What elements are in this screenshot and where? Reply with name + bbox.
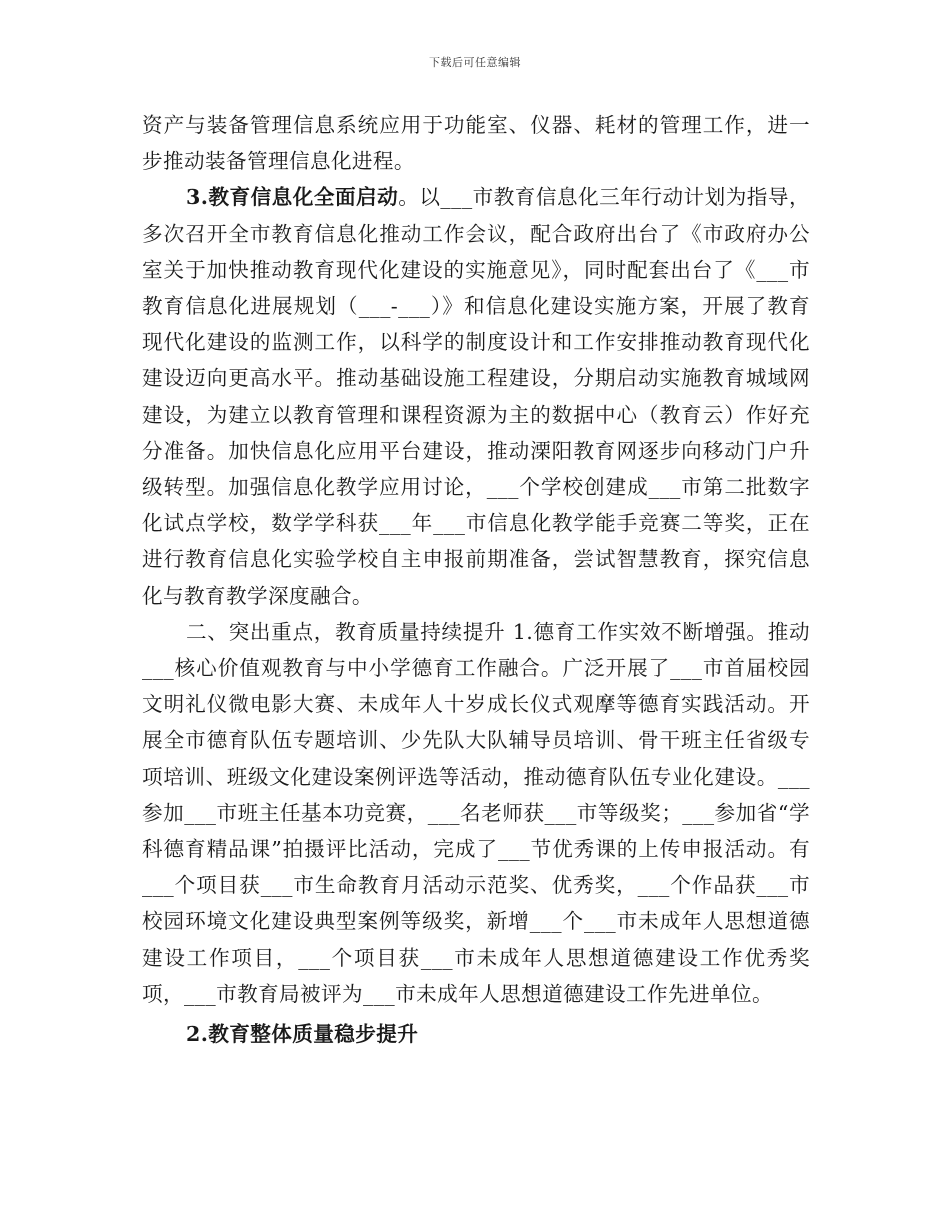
paragraph-informatization	[142, 179, 810, 613]
paragraph-text: 二、突出重点，教育质量持续提升 1.德育工作实效不断增强。推动___核心价值观教育与中小学德育工作融合。广泛开展了___市首届校园文明礼仪微电影大赛、未成年人十岁成长仪式观摩等德育实践活动。开展全市德育队伍专题培训、少先队大队辅导员培训、骨干班主任省级专项培训、班级文化建设案例评选等活动，推动德育队伍专业化建设。___参加___市班主任基本功竞赛，___名老师获___市等级奖；___参加省“学科德育精品课”拍摄评比活动，完成了___节优秀课的上传申报活动。有___个项目获___市生命教育月活动示范奖、优秀奖，___个作品获___市校园环境文化建设典型案例等级奖，新增___个___市未成年人思想道德建设工作项目，___个项目获___市未成年人思想道德建设工作优秀奖项，___市教育局被评为___市未成年人思想道德建设工作先进单位。	[142, 619, 810, 1006]
paragraph-text: 。以___市教育信息化三年行动计划为指导，多次召开全市教育信息化推动工作会议，配合政府出台了《市政府办公室关于加快推动教育现代化建设的实施意见》，同时配套出台了《___市教育信息化进展规划（___-___）》和信息化建设实施方案，开展了教育现代化建设的监测工作，以科学的制度设计和工作安排推动教育现代化建设迈向更高水平。推动基础设施工程建设，分期启动实施教育城域网建设，为建立以教育管理和课程资源为主的数据中心（教育云）作好充分准备。加快信息化应用平台建设，推动溧阳教育网逐步向移动门户升级转型。加强信息化教学应用讨论，___个学校创建成___市第二批数字化试点学校，数学学科获___年___市信息化教学能手竞赛二等奖，正在进行教育信息化实验学校自主申报前期准备，尝试智慧教育，探究信息化与教育教学深度融合。	[142, 185, 810, 608]
paragraph-equipment-management	[142, 107, 810, 179]
document-body	[142, 107, 810, 1052]
paragraph-education-quality	[142, 614, 810, 1012]
page-header: 下载后可任意编辑	[429, 56, 521, 69]
section-heading: 2.教育整体质量稳步提升	[186, 1022, 419, 1047]
paragraph-lead-heading: 3.教育信息化全面启动	[186, 185, 399, 210]
paragraph-text: 资产与装备管理信息系统应用于功能室、仪器、耗材的管理工作，进一步推动装备管理信息化进程。	[142, 113, 810, 174]
